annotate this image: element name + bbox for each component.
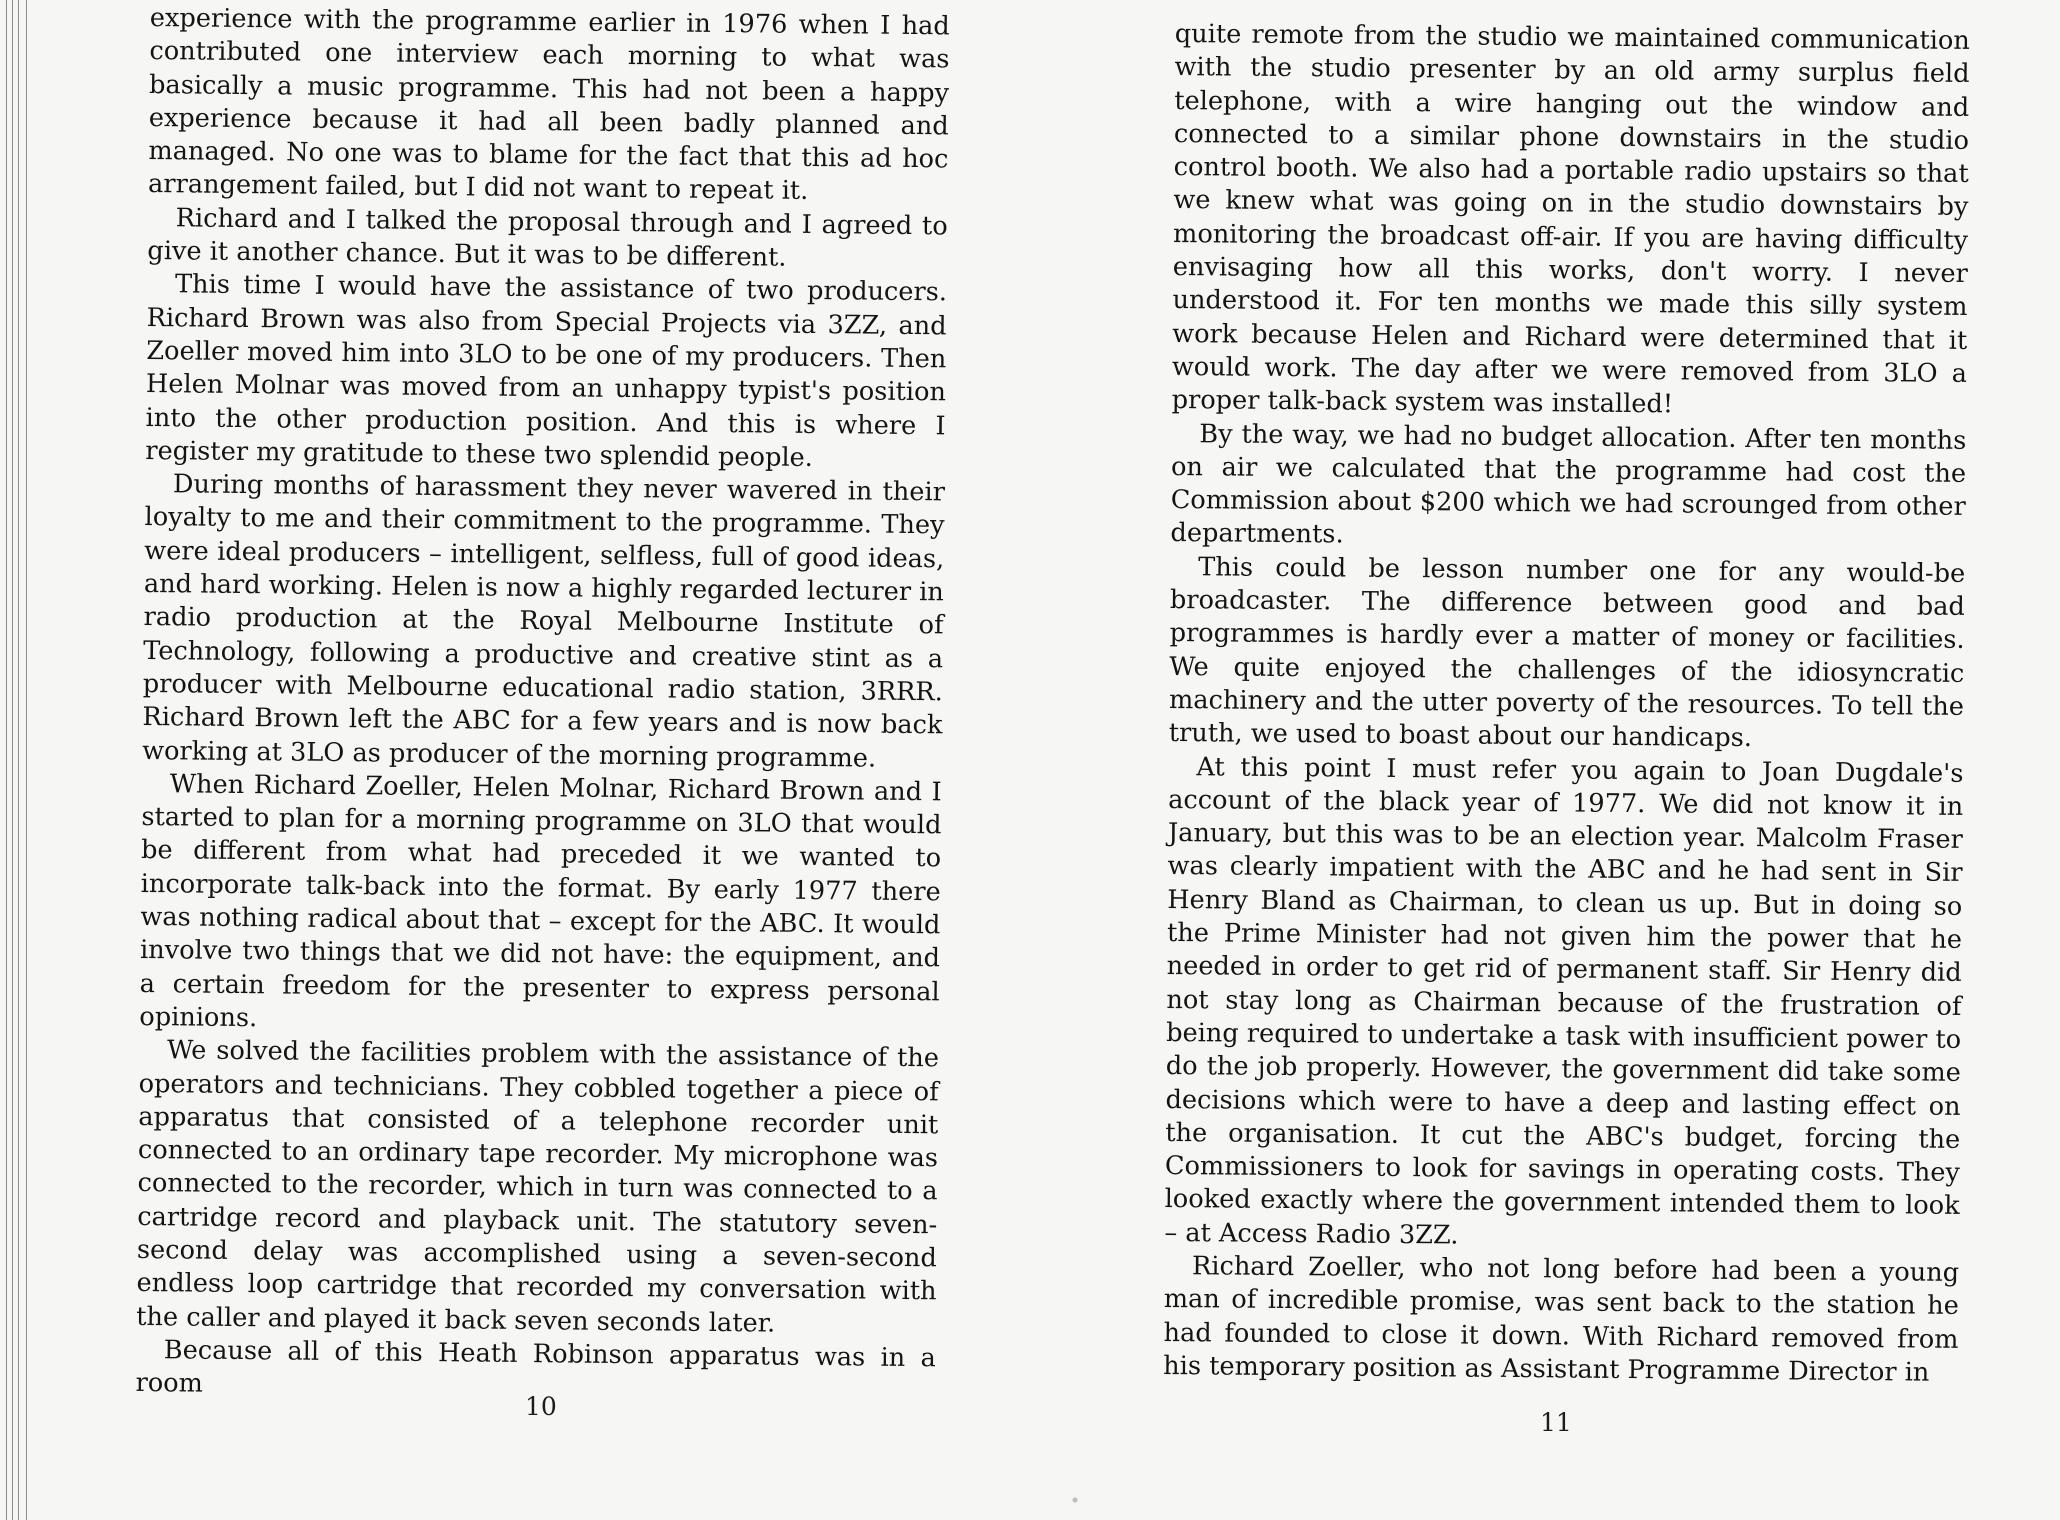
right-paragraph-2: By the way, we had no budget allocation. After ten months on air we calculated that the programme had cost the Commission about $200 which we had scrounged from other departments. [1170,418,1967,550]
left-paragraph-6: We solved the facilities problem with the assistance of the operators and technicians. They cobbled together a piece of apparatus that consisted of a telephone recorder unit connected to an ordinary tape recorder. My microphone was connected to the recorder, which in turn was connected to a cartridge record and playback unit. The statutory seven-second delay was accomplished using a seven-second endless loop cartridge that recorded my conversation with the caller and played it back seven seconds later. [136,1035,940,1339]
right-paragraph-3: This could be lesson number one for any would-be broadcaster. The difference between good and bad programmes is hardly ever a matter of money or facilities. We quite enjoyed the challenges of the idiosyncratic machinery and the utter poverty of the resources. To tell the truth, we used to boast about our handicaps. [1168,551,1966,754]
left-paragraph-4: During months of harassment they never wavered in their loyalty to me and their commitment to the programme. They were ideal producers – intelligent, selfless, full of good ideas, and hard working. Helen is now a highly regarded lecturer in radio production at the Royal Melbourne Institute of Technology, following a productive and creative stint as a producer with Melbourne educational radio station, 3RRR. Richard Brown left the ABC for a few years and is now back working at 3LO as producer of the morning programme. [142,469,946,774]
gutter-speck [1060,1480,1090,1520]
left-paragraph-3: This time I would have the assistance of two producers. Richard Brown was also from Special Projects via 3ZZ, and Zoeller moved him into 3LO to be one of my producers. Then Helen Molnar was moved from an unhappy typist's position into the other production position. And this is where I register my gratitude to these two splendid people. [145,269,948,473]
left-paragraph-2: Richard and I talked the proposal through and I agreed to give it another chance. But it was to be different. [147,203,948,273]
left-paragraph-7: Because all of this Heath Robinson apparatus was in a room [135,1335,936,1399]
right-page-body [1163,18,1970,1390]
right-paragraph-4: At this point I must refer you again to Joan Dugdale's account of the black year of 1977. We did not know it in January, but this was to be an election year. Malcolm Fraser was clearly impatient with the ABC and he had sent in Sir Henry Bland as Chairman, to clean us up. But in doing so the Prime Minister had not given him the power that he needed in order to get rid of permanent staff. Sir Henry did not stay long as Chairman because of the frustration of being required to undertake a task with insufficient power to do the job properly. However, the government did take some decisions which were to have a deep and lasting effect on the organisation. It cut the ABC's budget, forcing the Commissioners to look for savings in operating costs. They looked exactly where the government intended them to look – at Access Radio 3ZZ. [1164,751,1964,1251]
page-number-left: 10 [525,1392,557,1421]
right-paragraph-1: quite remote from the studio we maintained communication with the studio presenter by an old army surplus field telephone, with a wire hanging out the window and connected to a similar phone downstairs in the studio control booth. We also had a portable radio upstairs so that we knew what was going on in the studio downstairs by monitoring the broadcast off-air. If you are having difficulty envisaging how all this works, don't worry. I never understood it. For ten months we made this silly system work because Helen and Richard were determined that it would work. The day after we were removed from 3LO a proper talk-back system was installed! [1171,18,1970,420]
right-paragraph-5: Richard Zoeller, who not long before had been a young man of incredible promise, was sent back to the station he had founded to close it down. With Richard removed from his temporary position as Assistant Programme Director in [1163,1251,1960,1388]
page-edge-lines [6,0,28,1520]
left-page-body [135,2,950,1409]
left-paragraph-5: When Richard Zoeller, Helen Molnar, Richard Brown and I started to plan for a morning programme on 3LO that would be different from what had preceded it we wanted to incorporate talk-back into the format. By early 1977 there was nothing radical about that – except for the ABC. It would involve two things that we did not have: the equipment, and a certain freedom for the presenter to express personal opinions. [139,769,942,1034]
left-paragraph-1: experience with the programme earlier in 1976 when I had contributed one interview each morning to what was basically a music programme. This had not been a happy experience because it had all been badly planned and managed. No one was to blame for the fact that this ad hoc arrangement failed, but I did not want to repeat it. [147,2,950,207]
page-number-right: 11 [1540,1408,1572,1437]
